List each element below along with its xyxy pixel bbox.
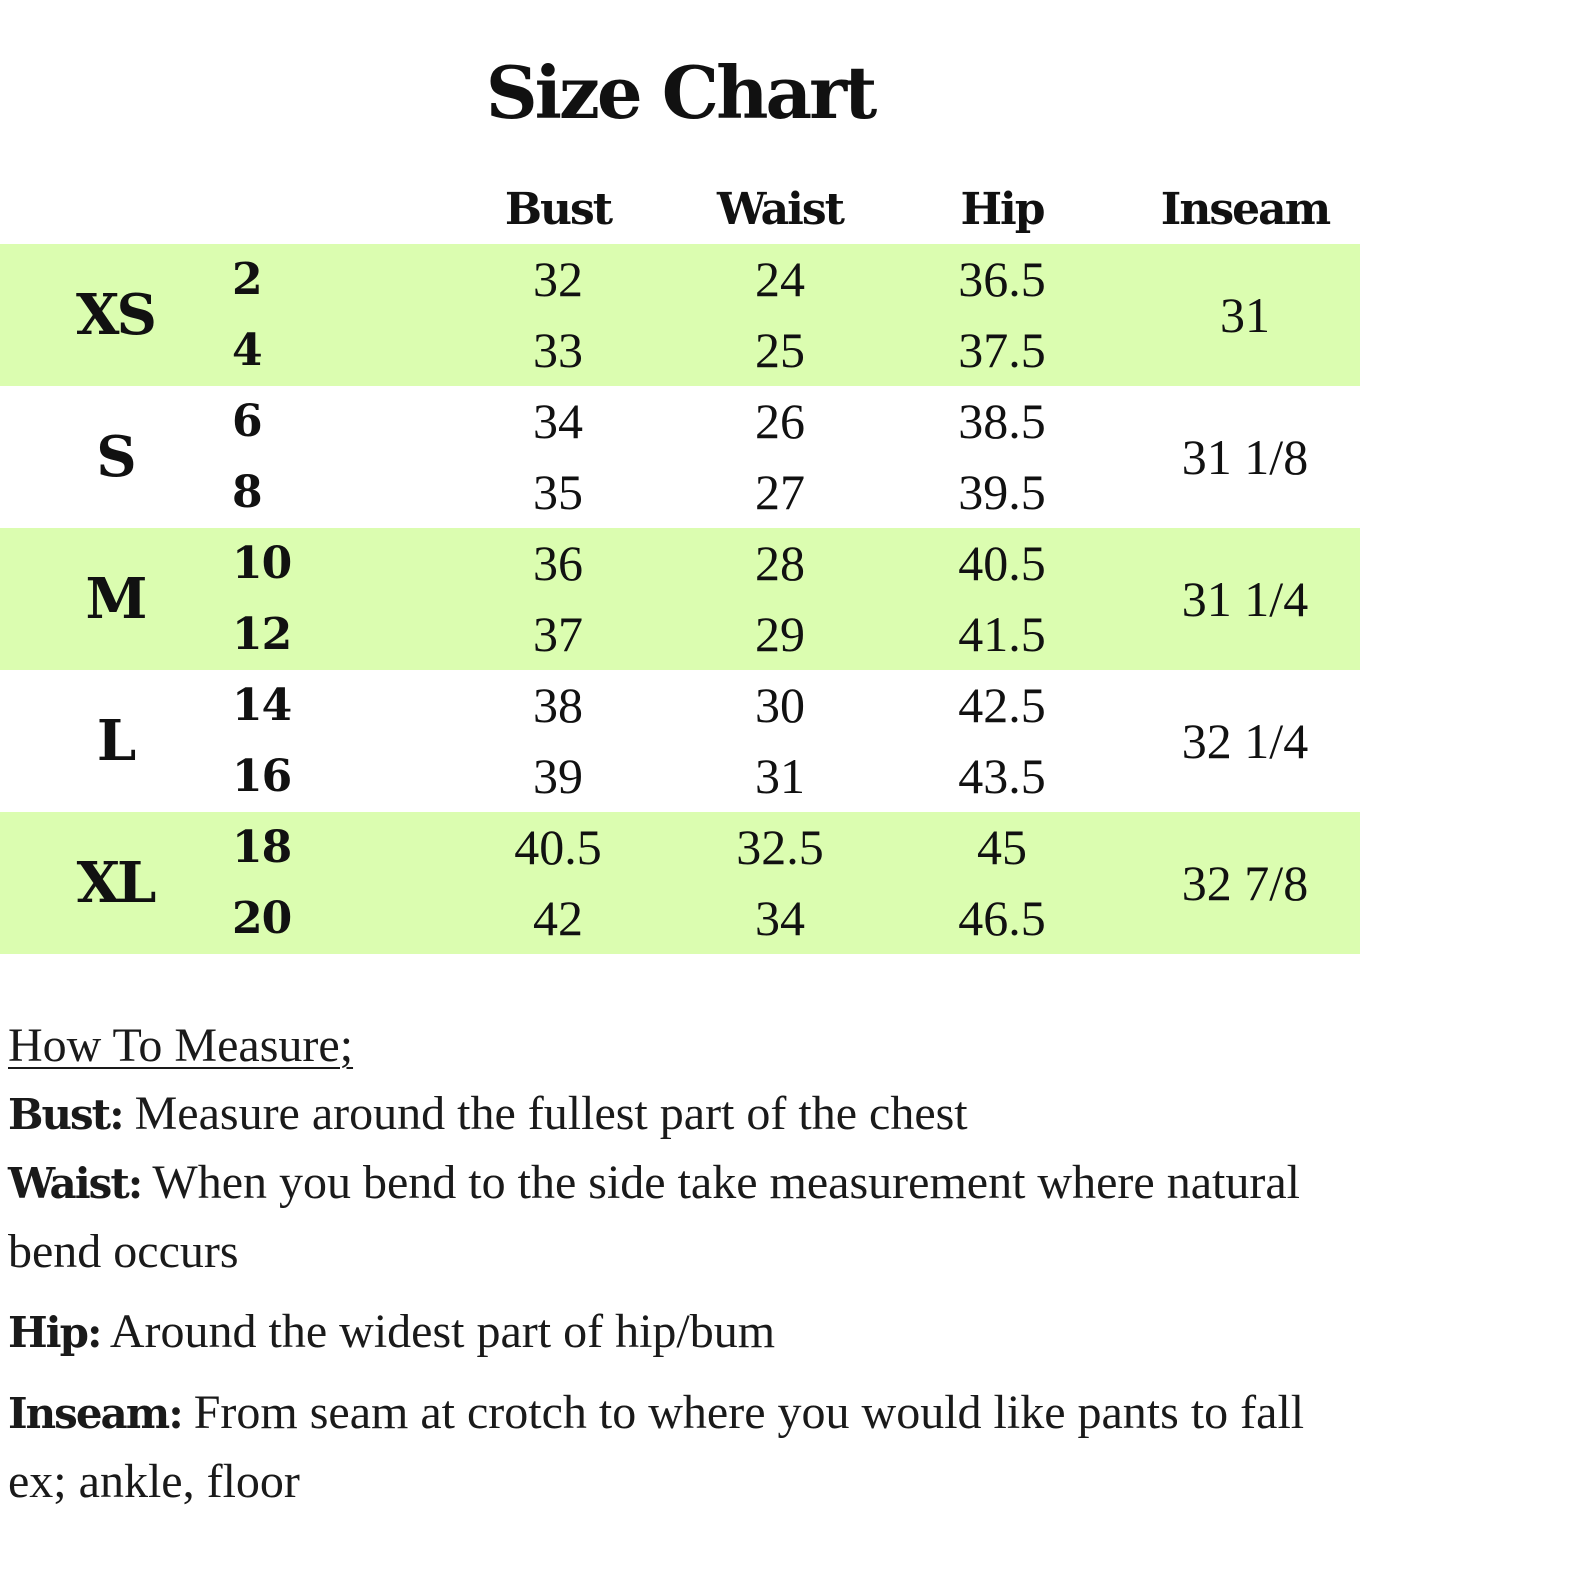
note-bust-label: Bust:	[8, 1090, 123, 1139]
size-number: 8	[232, 467, 262, 518]
hip-value: 42.5	[958, 677, 1046, 733]
size-number: 6	[232, 396, 262, 447]
hip-value: 36.5	[958, 251, 1046, 307]
bust-value: 39	[533, 748, 583, 804]
page-title	[0, 48, 1360, 138]
note-inseam-label: Inseam:	[8, 1389, 182, 1438]
inseam-value: 31 1/8	[1181, 429, 1309, 485]
inseam-value: 31	[1220, 287, 1270, 343]
waist-value: 27	[755, 464, 805, 520]
size-number: 20	[232, 893, 292, 944]
size-row-l	[0, 670, 1360, 812]
note-waist-label: Waist:	[8, 1159, 142, 1208]
bust-value: 36	[533, 535, 583, 591]
waist-value: 34	[755, 890, 805, 946]
note-bust	[8, 1080, 1348, 1149]
waist-value: 29	[755, 606, 805, 662]
waist-value: 32.5	[736, 819, 824, 875]
size-number: 14	[232, 680, 292, 731]
column-header-waist: Waist	[717, 184, 843, 235]
size-row-s	[0, 386, 1360, 528]
size-letter: M	[85, 566, 145, 632]
size-number: 2	[232, 254, 262, 305]
bust-value: 42	[533, 890, 583, 946]
note-bust-text: Measure around the fullest part of the chest	[122, 1087, 968, 1140]
notes-heading: How To Measure;	[8, 1019, 354, 1072]
hip-value: 40.5	[958, 535, 1046, 591]
size-row-xl	[0, 812, 1360, 954]
waist-value: 26	[755, 393, 805, 449]
hip-value: 38.5	[958, 393, 1046, 449]
inseam-value: 32 1/4	[1181, 713, 1309, 769]
size-row-m	[0, 528, 1360, 670]
hip-value: 37.5	[958, 322, 1046, 378]
waist-value: 25	[755, 322, 805, 378]
waist-value: 24	[755, 251, 805, 307]
size-letter: XS	[76, 282, 154, 348]
bust-value: 33	[533, 322, 583, 378]
size-row-xs	[0, 244, 1360, 386]
size-letter: L	[96, 708, 134, 774]
size-letter: S	[96, 424, 134, 490]
size-number: 18	[232, 822, 292, 873]
title-text: Size Chart	[485, 50, 875, 135]
column-header-bust: Bust	[504, 184, 612, 235]
bust-value: 32	[533, 251, 583, 307]
note-inseam-text: From seam at crotch to where you would like pants to fall ex; ankle, floor	[8, 1386, 1305, 1508]
inseam-value: 32 7/8	[1181, 855, 1309, 911]
waist-value: 30	[755, 677, 805, 733]
column-header-hip: Hip	[960, 184, 1044, 235]
hip-value: 41.5	[958, 606, 1046, 662]
hip-value: 46.5	[958, 890, 1046, 946]
note-waist	[8, 1149, 1348, 1286]
column-header-inseam: Inseam	[1160, 184, 1330, 235]
waist-value: 28	[755, 535, 805, 591]
size-letter: XL	[76, 850, 154, 916]
size-number: 4	[232, 325, 262, 376]
note-waist-text: When you bend to the side take measurement where natural bend occurs	[8, 1156, 1300, 1278]
bust-value: 38	[533, 677, 583, 733]
note-hip	[8, 1298, 1348, 1367]
bust-value: 40.5	[514, 819, 602, 875]
inseam-value: 31 1/4	[1181, 571, 1309, 627]
waist-value: 31	[755, 748, 805, 804]
hip-value: 39.5	[958, 464, 1046, 520]
bust-value: 37	[533, 606, 583, 662]
note-hip-text: Around the widest part of hip/bum	[100, 1305, 776, 1358]
note-inseam	[8, 1379, 1348, 1516]
size-number: 12	[232, 609, 292, 660]
bust-value: 34	[533, 393, 583, 449]
bust-value: 35	[533, 464, 583, 520]
hip-value: 43.5	[958, 748, 1046, 804]
size-number: 16	[232, 751, 292, 802]
note-hip-label: Hip:	[8, 1308, 101, 1357]
hip-value: 45	[977, 819, 1027, 875]
measure-notes	[8, 1012, 1348, 1516]
size-number: 10	[232, 538, 292, 589]
